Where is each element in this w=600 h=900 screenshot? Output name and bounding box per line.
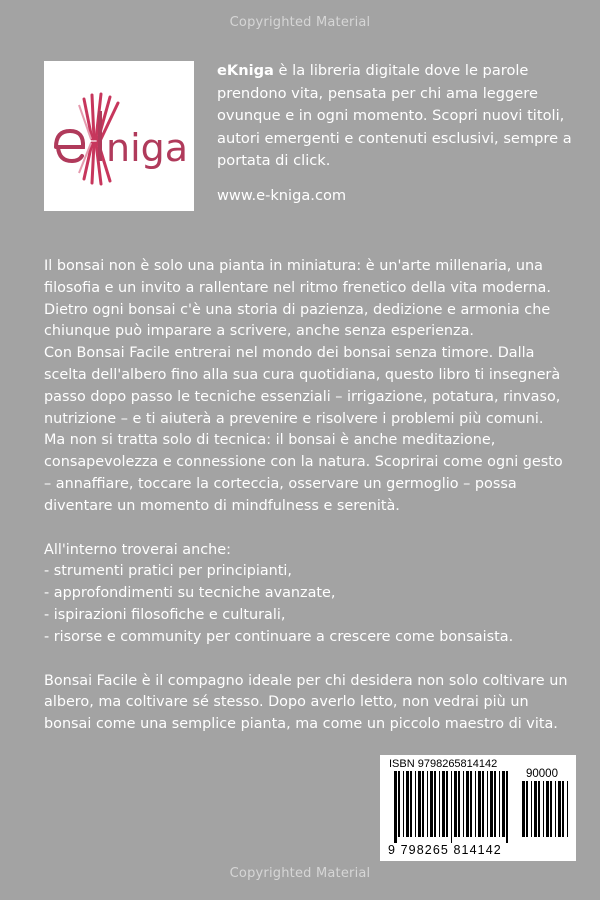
copyright-watermark-top: Copyrighted Material bbox=[229, 15, 371, 30]
barcode-bar bbox=[494, 771, 496, 837]
barcode-bars-addon bbox=[522, 781, 570, 843]
closing-paragraph: Bonsai Facile è il compagno ideale per chi desidera non solo coltivare un albero, ma coltivare sé stesso. Dopo averlo letto, non vedrai più un bonsai come una semplice pianta, ma come un piccolo maestro di vita. bbox=[44, 672, 568, 733]
barcode-bar bbox=[531, 781, 532, 837]
barcode-bar bbox=[543, 781, 544, 837]
description-paragraph: Con Bonsai Facile entrerai nel mondo dei bonsai senza timore. Dalla scelta dell'albero fino alla sua cura quotidiana, questo libro ti insegnerà passo dopo passo le tecniche essenziali – irrigazione, potatura, rinvaso, nutrizione – e ti aiuterà a prevenire e risolvere i problemi più comuni. bbox=[44, 345, 561, 427]
barcode-bar bbox=[567, 781, 568, 837]
barcode-bar bbox=[558, 781, 561, 837]
ean-digits: 9 798265 814142 bbox=[388, 843, 502, 857]
barcode-bar bbox=[470, 771, 472, 837]
ekniga-logo bbox=[44, 61, 194, 211]
barcode-bar bbox=[466, 771, 469, 837]
barcode-bar bbox=[562, 781, 564, 837]
barcode-bar bbox=[451, 771, 452, 843]
list-item: - risorse e community per continuare a crescere come bonsaista. bbox=[44, 628, 514, 645]
barcode-bar bbox=[415, 771, 416, 837]
barcode-bar bbox=[434, 771, 436, 837]
barcode-bar bbox=[427, 771, 428, 837]
barcode-bar bbox=[555, 781, 556, 837]
description-paragraph: Ma non si tratta solo di tecnica: il bonsai è anche meditazione, consapevolezza e connessione con la natura. Scoprirai come ogni gesto – annaffiare, toccare la corteccia, osservare un germoglio – possa diventare un momento di mindfulness e serenità. bbox=[44, 432, 563, 514]
barcode-bar bbox=[418, 771, 421, 837]
barcode-bar bbox=[394, 771, 397, 843]
barcode-bar bbox=[502, 771, 505, 837]
barcode-bar bbox=[526, 781, 528, 837]
logo-wordmark: niga bbox=[106, 126, 189, 170]
barcode-bars-main bbox=[394, 771, 510, 843]
barcode-bar bbox=[463, 771, 464, 837]
publisher-website-link[interactable]: www.e-kniga.com bbox=[217, 187, 347, 204]
barcode-bar bbox=[422, 771, 424, 837]
barcode-bar bbox=[439, 771, 440, 837]
barcode-bar bbox=[482, 771, 484, 837]
barcode-bar bbox=[410, 771, 412, 837]
ekniga-logo-graphic bbox=[44, 61, 194, 211]
publisher-promo bbox=[217, 60, 577, 173]
barcode-bar bbox=[442, 771, 445, 837]
list-intro: All'interno troverai anche: bbox=[44, 541, 231, 558]
barcode-bar bbox=[430, 771, 433, 837]
barcode-bar bbox=[487, 771, 488, 837]
isbn-barcode bbox=[380, 755, 576, 861]
book-description bbox=[44, 256, 574, 736]
barcode-bar bbox=[458, 771, 460, 837]
list-item: - approfondimenti su tecniche avanzate, bbox=[44, 585, 336, 602]
description-paragraph: Il bonsai non è solo una pianta in miniatura: è un'arte millenaria, una filosofia e un invito a rallentare nel ritmo frenetico della vita moderna. Dietro ogni bonsai c'è una storia di pazienza, dedizione e armonia che chiunque può imparare a scrivere, anche senza esperienza. bbox=[44, 258, 551, 340]
barcode-bar bbox=[490, 771, 493, 837]
barcode-bar bbox=[506, 771, 508, 843]
barcode-bar bbox=[475, 771, 476, 837]
barcode-bar bbox=[446, 771, 448, 837]
barcode-bar bbox=[550, 781, 552, 837]
price-code: 90000 bbox=[526, 768, 558, 780]
barcode-bar bbox=[534, 781, 537, 837]
promo-brand: eKniga bbox=[217, 62, 274, 79]
promo-text: è la libreria digitale dove le parole prendono vita, pensata per chi ama leggere ovunque e in ogni momento. Scopri nuovi titoli, autori emergenti e contenuti esclusivi, sempre a portata di click. bbox=[217, 62, 572, 169]
isbn-label: ISBN 9798265814142 bbox=[389, 758, 498, 770]
barcode-bar bbox=[522, 781, 525, 837]
list-item: - strumenti pratici per principianti, bbox=[44, 563, 292, 580]
barcode-bar bbox=[538, 781, 540, 837]
barcode-bar bbox=[546, 781, 549, 837]
barcode-bar bbox=[403, 771, 404, 837]
barcode-bar bbox=[398, 771, 400, 837]
list-item: - ispirazioni filosofiche e culturali, bbox=[44, 606, 286, 623]
barcode-bar bbox=[454, 771, 457, 837]
barcode-bar bbox=[499, 771, 500, 837]
barcode-bar bbox=[478, 771, 481, 837]
copyright-watermark-bottom: Copyrighted Material bbox=[229, 866, 371, 881]
barcode-bar bbox=[406, 771, 409, 837]
